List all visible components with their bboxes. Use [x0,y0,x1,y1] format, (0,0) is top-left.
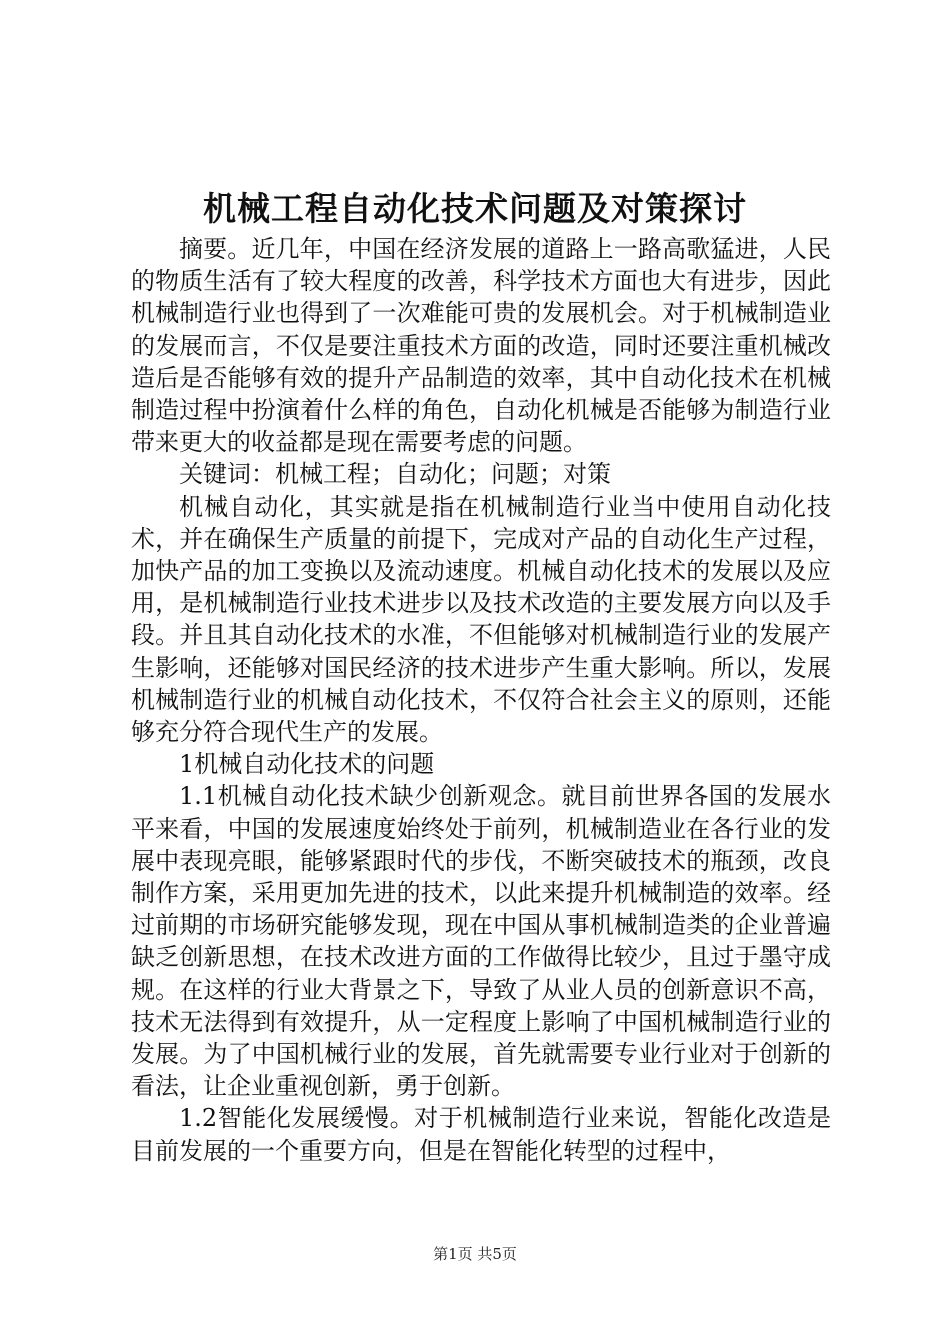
document-body [131,233,831,1167]
page-footer: 第1页 共5页 [433,1245,517,1263]
subsection-1-1-paragraph: 1.1机械自动化技术缺少创新观念。就目前世界各国的发展水平来看，中国的发展速度始终处于前列，机械制造业在各行业的发展中表现亮眼，能够紧跟时代的步伐，不断突破技术的瓶颈，改良制作方案，采用更加先进的技术，以此来提升机械制造的效率。经过前期的市场研究能够发现，现在中国从事机械制造类的企业普遍缺乏创新思想，在技术改进方面的工作做得比较少，且过于墨守成规。在这样的行业大背景之下，导致了从业人员的创新意识不高，技术无法得到有效提升，从一定程度上影响了中国机械制造行业的发展。为了中国机械行业的发展，首先就需要专业行业对于创新的看法，让企业重视创新，勇于创新。 [131,782,831,1101]
document-title: 机械工程自动化技术问题及对策探讨 [203,189,747,228]
keywords-paragraph: 关键词：机械工程；自动化；问题；对策 [179,460,611,489]
subsection-1-2-paragraph: 1.2智能化发展缓慢。对于机械制造行业来说，智能化改造是目前发展的一个重要方向，但是在智能化转型的过程中， [131,1104,831,1165]
intro-paragraph: 机械自动化，其实就是指在机械制造行业当中使用自动化技术，并在确保生产质量的前提下，完成对产品的自动化生产过程，加快产品的加工变换以及流动速度。机械自动化技术的发展以及应用，是机械制造行业技术进步以及技术改造的主要发展方向以及手段。并且其自动化技术的水准，不但能够对机械制造行业的发展产生影响，还能够对国民经济的技术进步产生重大影响。所以，发展机械制造行业的机械自动化技术，不仅符合社会主义的原则，还能够充分符合现代生产的发展。 [131,492,831,747]
section-heading: 1机械自动化技术的问题 [179,750,435,779]
abstract-paragraph: 摘要。近几年，中国在经济发展的道路上一路高歌猛进，人民的物质生活有了较大程度的改善，科学技术方面也大有进步，因此机械制造行业也得到了一次难能可贵的发展机会。对于机械制造业的发展而言，不仅是要注重技术方面的改造，同时还要注重机械改造后是否能够有效的提升产品制造的效率，其中自动化技术在机械制造过程中扮演着什么样的角色，自动化机械是否能够为制造行业带来更大的收益都是现在需要考虑的问题。 [131,235,831,457]
